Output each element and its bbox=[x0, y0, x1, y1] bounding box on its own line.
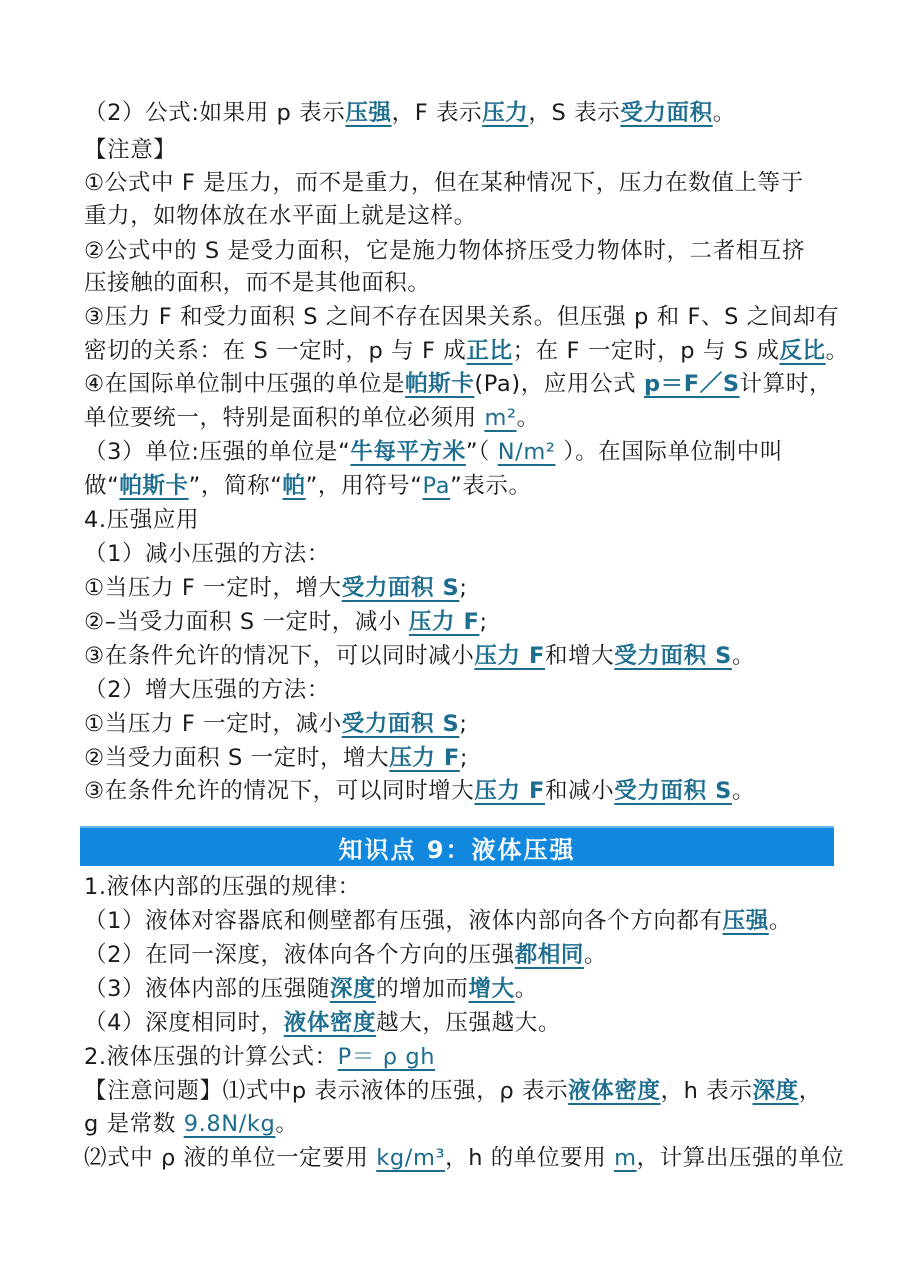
keyword-area: 受力面积 bbox=[620, 100, 713, 126]
keyword-force: 压力 bbox=[482, 100, 529, 126]
keyword-g-constant: 9.8N/kg bbox=[183, 1111, 276, 1137]
liquid-rule-4: （4）深度相同时，液体密度越大，压强越大。 bbox=[84, 1010, 561, 1036]
note-1b: 重力，如物体放在水平面上就是这样。 bbox=[84, 203, 477, 229]
keyword-pascal: 帕斯卡 bbox=[405, 371, 475, 397]
keyword-depth: 深度 bbox=[752, 1078, 799, 1104]
keyword-m: m bbox=[614, 1145, 637, 1171]
keyword-pascal-name: 帕斯卡 bbox=[119, 473, 189, 499]
keyword-pressure: 压强 bbox=[722, 908, 769, 934]
reduce-title: （1）减小压强的方法： bbox=[84, 541, 330, 567]
keyword-area: 受力面积 S bbox=[614, 643, 732, 669]
unit-line-a: （3）单位:压强的单位是“牛每平方米”（ N/m² ）。在国际单位制中叫 bbox=[84, 439, 783, 465]
reduce-item-1: ①当压力 F 一定时，增大受力面积 S; bbox=[84, 575, 468, 601]
keyword-force: 压力 F bbox=[474, 778, 545, 804]
keyword-inverse-ratio: 反比 bbox=[779, 338, 826, 364]
section-banner bbox=[80, 826, 834, 866]
keyword-liquid-density: 液体密度 bbox=[568, 1078, 661, 1104]
note-2b: 压接触的面积，而不是其他面积。 bbox=[84, 270, 431, 296]
increase-item-2: ②当受力面积 S 一定时，增大压力 F; bbox=[84, 745, 469, 771]
increase-title: （2）增大压强的方法： bbox=[84, 677, 330, 703]
note-4b: 单位要统一，特别是面积的单位必须用 m²。 bbox=[84, 405, 540, 431]
note-3b: 密切的关系：在 S 一定时，p 与 F 成正比；在 F 一定时，p 与 S 成反比。 bbox=[84, 338, 849, 364]
keyword-pa-symbol: Pa bbox=[422, 473, 451, 499]
calc-note-b: g 是常数 9.8N/kg。 bbox=[84, 1111, 299, 1137]
keyword-n-per-m2: N/m² bbox=[497, 439, 556, 465]
keyword-force: 压力 F bbox=[408, 609, 480, 635]
liquid-rule-3: （3）液体内部的压强随深度的增加而增大。 bbox=[84, 976, 538, 1002]
keyword-force: 压力 F bbox=[474, 643, 545, 669]
unit-line-b: 做“帕斯卡”，简称“帕”，用符号“Pa”表示。 bbox=[84, 473, 532, 499]
note-3a: ③压力 F 和受力面积 S 之间不存在因果关系。但压强 p 和 F、S 之间却有 bbox=[84, 304, 840, 330]
calc-note-a: 【注意问题】⑴式中p 表示液体的压强，ρ 表示液体密度，h 表示深度， bbox=[84, 1078, 822, 1104]
increase-item-3: ③在条件允许的情况下，可以同时增大压力 F和减小受力面积 S。 bbox=[84, 778, 756, 804]
keyword-increase: 增大 bbox=[468, 976, 515, 1002]
note-1a: ①公式中 F 是压力，而不是重力，但在某种情况下，压力在数值上等于 bbox=[84, 170, 804, 196]
reduce-item-2: ②–当受力面积 S 一定时，减小 压力 F; bbox=[84, 609, 488, 635]
keyword-liquid-formula: P＝ ρ gh bbox=[337, 1044, 436, 1070]
note-4a: ④在国际单位制中压强的单位是帕斯卡(Pa)，应用公式 p＝F／S计算时， bbox=[84, 371, 833, 397]
increase-item-1: ①当压力 F 一定时，减小受力面积 S; bbox=[84, 711, 468, 737]
calc-title: 2.液体压强的计算公式：P＝ ρ gh bbox=[84, 1044, 436, 1070]
keyword-formula: p＝F／S bbox=[643, 371, 740, 397]
reduce-item-3: ③在条件允许的情况下，可以同时减小压力 F和增大受力面积 S。 bbox=[84, 643, 756, 669]
formula-line: （2）公式:如果用 p 表示压强，F 表示压力，S 表示受力面积。 bbox=[84, 100, 736, 126]
keyword-m2: m² bbox=[484, 405, 517, 431]
keyword-area: 受力面积 S bbox=[341, 575, 460, 601]
calc-note-c: ⑵式中 ρ 液的单位一定要用 kg/m³，h 的单位要用 m，计算出压强的单位 bbox=[84, 1145, 845, 1171]
keyword-depth: 深度 bbox=[329, 976, 377, 1002]
keyword-all-same: 都相同 bbox=[514, 942, 585, 968]
keyword-direct-ratio: 正比 bbox=[466, 338, 513, 364]
keyword-pa-short: 帕 bbox=[282, 473, 306, 499]
keyword-pressure: 压强 bbox=[345, 100, 392, 126]
keyword-area: 受力面积 S bbox=[614, 778, 732, 804]
keyword-kg-m3: kg/m³ bbox=[376, 1145, 446, 1171]
note-2a: ②公式中的 S 是受力面积，它是施力物体挤压受力物体时，二者相互挤 bbox=[84, 238, 806, 264]
liquid-rule-title: 1.液体内部的压强的规律： bbox=[84, 874, 361, 900]
keyword-area: 受力面积 S bbox=[341, 711, 460, 737]
section-title: 知识点 9：液体压强 bbox=[338, 835, 576, 864]
keyword-liquid-density: 液体密度 bbox=[283, 1010, 377, 1036]
keyword-force: 压力 F bbox=[389, 745, 460, 771]
liquid-rule-2: （2）在同一深度，液体向各个方向的压强都相同。 bbox=[84, 942, 608, 968]
keyword-n-per-m2-text: 牛每平方米 bbox=[350, 439, 466, 465]
liquid-rule-1: （1）液体对容器底和侧壁都有压强，液体内部向各个方向都有压强。 bbox=[84, 908, 792, 934]
note-title: 【注意】 bbox=[84, 137, 177, 163]
application-title: 4.压强应用 bbox=[84, 507, 200, 533]
